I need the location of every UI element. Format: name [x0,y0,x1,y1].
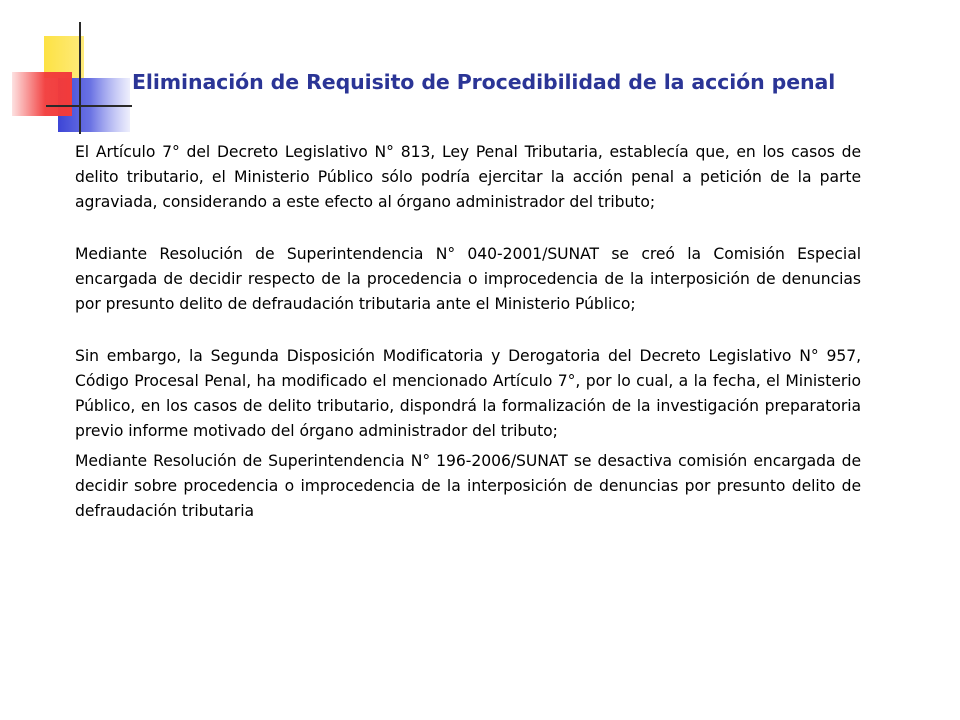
paragraph-4: Mediante Resolución de Superintendencia N° 196-2006/SUNAT se desactiva comisión encargada de decidir sobre procedencia o improcedencia de la interposición de denuncias por presunto delito de defraudación tributaria [75,452,861,520]
paragraph-3: Sin embargo, la Segunda Disposición Modificatoria y Derogatoria del Decreto Legislativo N° 957, Código Procesal Penal, ha modificado el mencionado Artículo 7°, por lo cual, a la fecha, el Ministerio Público, en los casos de delito tributario, dispondrá la formalización de la investigación preparatoria previo informe motivado del órgano administrador del tributo; [75,347,861,440]
paragraph-1: El Artículo 7° del Decreto Legislativo N° 813, Ley Penal Tributaria, establecía que, en los casos de delito tributario, el Ministerio Público sólo podría ejercitar la acción penal a petición de la parte agraviada, considerando a este efecto al órgano administrador del tributo; [75,143,861,211]
slide-body [75,140,861,524]
slide-title: Eliminación de Requisito de Procedibilidad de la acción penal [132,70,836,94]
logo-yellow-square [44,36,84,78]
logo-red-square [12,72,72,116]
decorative-logo-graphic [0,0,140,140]
paragraph-2: Mediante Resolución de Superintendencia N° 040-2001/SUNAT se creó la Comisión Especial encargada de decidir respecto de la procedencia o improcedencia de la interposición de denuncias por presunto delito de defraudación tributaria ante el Ministerio Público; [75,245,861,313]
